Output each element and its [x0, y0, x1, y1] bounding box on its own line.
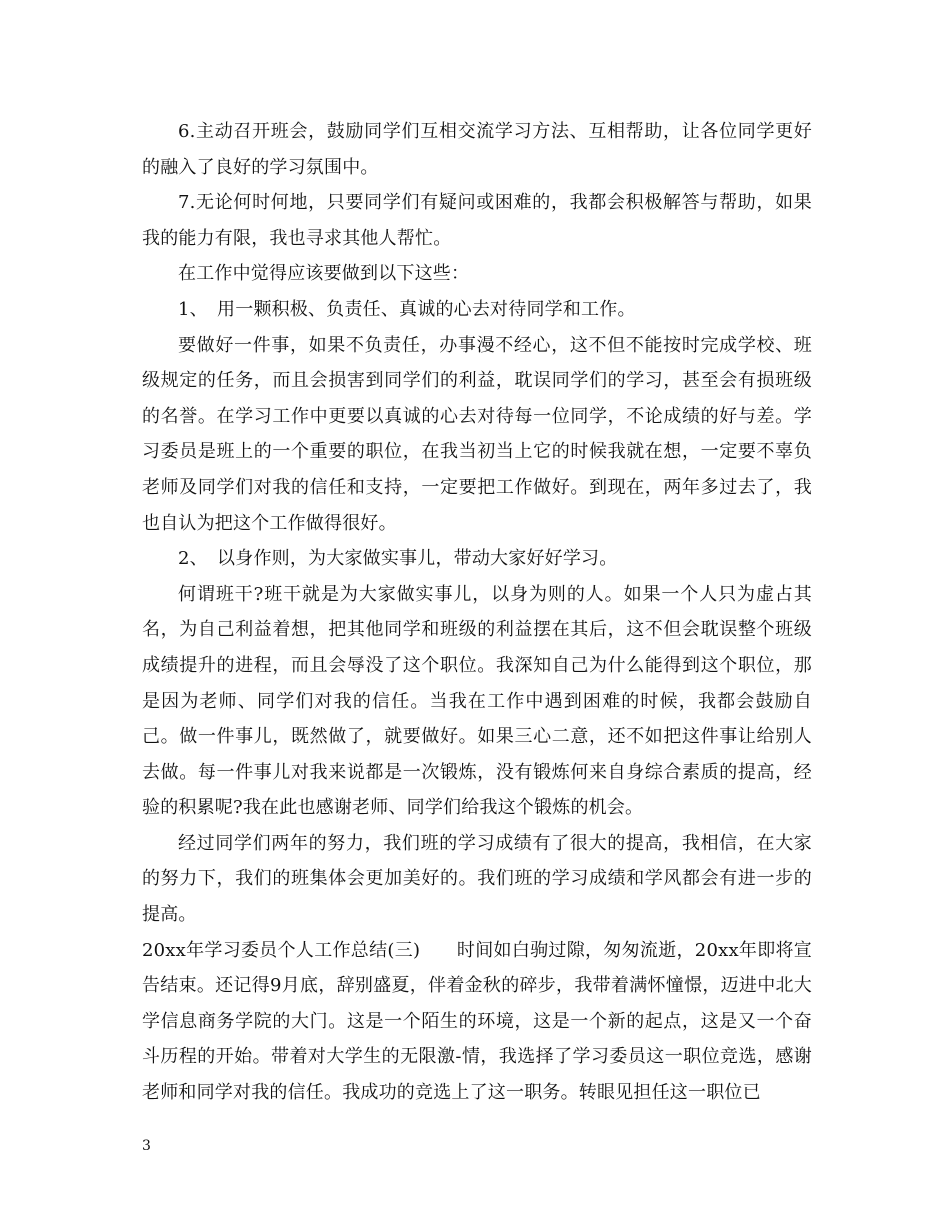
paragraph-item-6: 6.主动召开班会，鼓励同学们互相交流学习方法、互相帮助，让各位同学更好的融入了良好的学习氛围中。 [142, 121, 812, 178]
paragraph-point-1-heading: 1、 用一颗积极、负责任、真诚的心去对待同学和工作。 [178, 298, 636, 320]
document-body [142, 114, 812, 1111]
paragraph-section-intro: 在工作中觉得应该要做到以下这些： [178, 263, 470, 285]
paragraph-item-7: 7.无论何时何地，只要同学们有疑问或困难的，我都会积极解答与帮助，如果我的能力有限，我也寻求其他人帮忙。 [142, 192, 812, 249]
paragraph-conclusion: 经过同学们两年的努力，我们班的学习成绩有了很大的提高，我相信，在大家的努力下，我们的班集体会更加美好的。我们班的学习成绩和学风都会有进一步的提高。 [142, 832, 812, 926]
paragraph-summary-three: 20xx年学习委员个人工作总结(三) 时间如白驹过隙，匆匆流逝，20xx年即将宣告结束。还记得9月底，辞别盛夏，伴着金秋的碎步，我带着满怀憧憬，迈进中北大学信息商务学院的大门。这是一个陌生的环境，这是一个新的起点，这是又一个奋斗历程的开始。带着对大学生的无限激-情，我选择了学习委员这一职位竞选，感谢老师和同学对我的信任。我成功的竞选上了这一职务。转眼见担任这一职位已 [142, 939, 812, 1104]
page-number: 3 [142, 1138, 151, 1154]
paragraph-point-1-body: 要做好一件事，如果不负责任，办事漫不经心，这不但不能按时完成学校、班级规定的任务，而且会损害到同学们的利益，耽误同学们的学习，甚至会有损班级的名誉。在学习工作中更要以真诚的心去对待每一位同学，不论成绩的好与差。学习委员是班上的一个重要的职位，在我当初当上它的时候我就在想，一定要不辜负老师及同学们对我的信任和支持，一定要把工作做好。到现在，两年多过去了，我也自认为把这个工作做得很好。 [142, 334, 812, 534]
paragraph-point-2-body: 何谓班干?班干就是为大家做实事儿，以身为则的人。如果一个人只为虚占其名，为自己利益着想，把其他同学和班级的利益摆在其后，这不但会耽误整个班级成绩提升的进程，而且会辱没了这个职位。我深知自己为什么能得到这个职位，那是因为老师、同学们对我的信任。当我在工作中遇到困难的时候，我都会鼓励自己。做一件事儿，既然做了，就要做好。如果三心二意，还不如把这件事让给别人去做。每一件事儿对我来说都是一次锻炼，没有锻炼何来自身综合素质的提高，经验的积累呢?我在此也感谢老师、同学们给我这个锻炼的机会。 [142, 583, 812, 819]
paragraph-point-2-heading: 2、 以身作则，为大家做实事儿，带动大家好好学习。 [178, 548, 618, 570]
